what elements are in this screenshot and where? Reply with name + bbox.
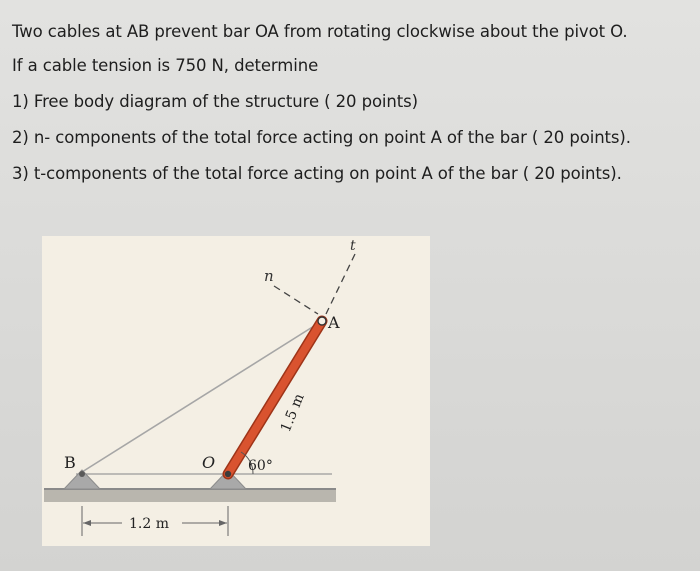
problem-line-1: Two cables at AB prevent bar OA from rotating clockwise about the pivot O. (12, 22, 628, 41)
cable-ab (82, 321, 322, 472)
bar-oa (228, 321, 322, 474)
label-angle: 60° (248, 458, 273, 474)
n-axis (274, 286, 318, 314)
problem-line-2: If a cable tension is 750 N, determine (12, 56, 319, 75)
problem-line-3: 1) Free body diagram of the structure ( 20 points) (12, 92, 418, 111)
label-o: O (202, 453, 216, 472)
ground-hatch (44, 489, 336, 502)
dimension-arrow-right (219, 520, 227, 526)
pin-a (318, 317, 326, 325)
label-b: B (64, 453, 76, 472)
label-bar-length: 1.5 m (277, 391, 308, 435)
problem-line-4: 2) n- components of the total force acting on point A of the bar ( 20 points). (12, 128, 631, 147)
label-span: 1.2 m (129, 516, 169, 532)
t-axis (326, 254, 355, 314)
problem-line-5: 3) t-components of the total force acting on point A of the bar ( 20 points). (12, 164, 622, 183)
figure-diagram (42, 236, 430, 546)
label-t: t (350, 238, 356, 254)
pin-b (79, 471, 85, 477)
label-a: A (328, 313, 340, 332)
label-n: n (264, 267, 274, 285)
pin-o (225, 471, 231, 477)
dimension-arrow-left (83, 520, 91, 526)
mechanics-figure (42, 236, 430, 546)
